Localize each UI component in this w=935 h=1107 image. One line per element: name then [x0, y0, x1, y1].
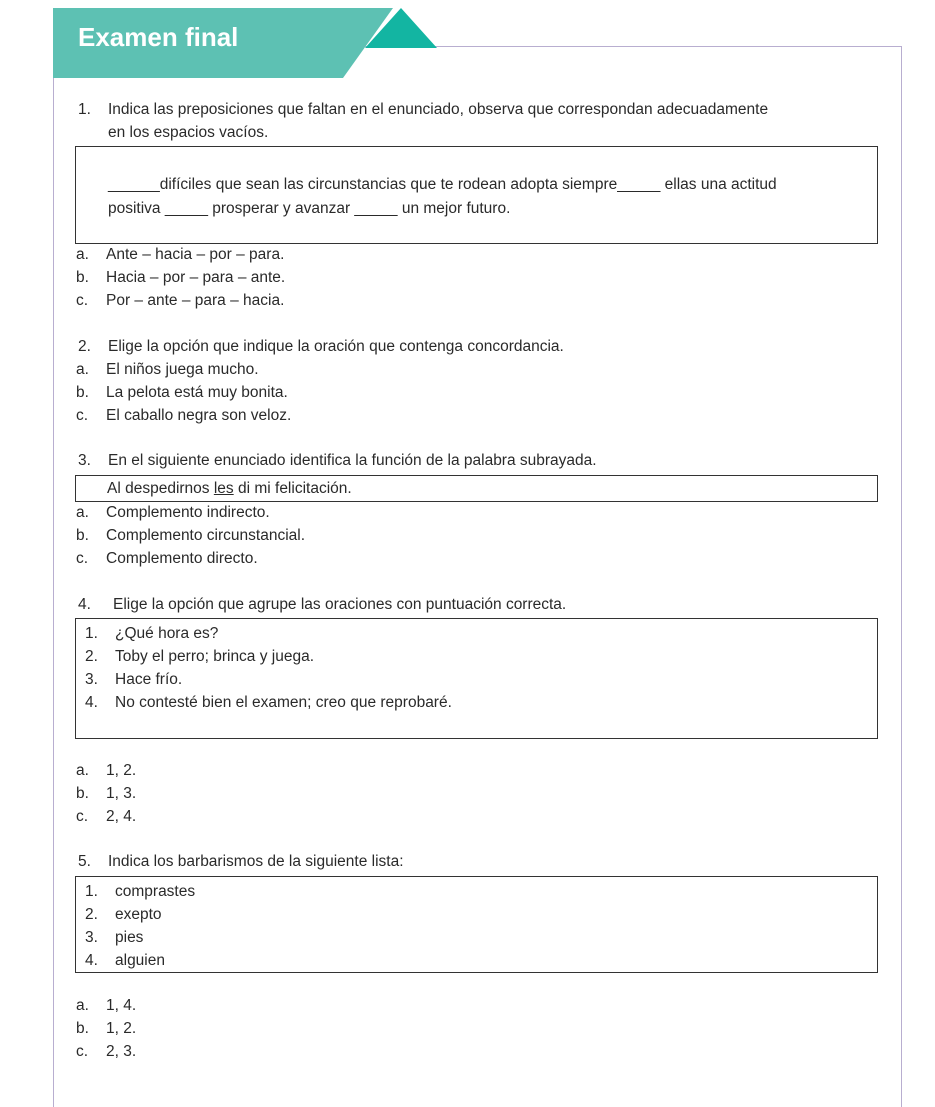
option-a[interactable] — [76, 504, 270, 522]
option-c[interactable] — [76, 808, 136, 826]
question-number: 2. — [78, 338, 91, 355]
option-text: Complemento directo. — [106, 550, 258, 567]
option-text: 1, 2. — [106, 762, 137, 779]
option-text: 1, 3. — [106, 785, 137, 802]
option-letter: c. — [76, 808, 89, 825]
item-number: 3. — [85, 929, 98, 946]
option-b[interactable] — [76, 1020, 136, 1038]
underlined-sentence — [107, 480, 352, 498]
option-letter: c. — [76, 407, 89, 424]
option-text: Complemento circunstancial. — [106, 527, 306, 544]
option-text: 2, 4. — [106, 808, 137, 825]
item-text: pies — [115, 929, 144, 946]
item-text: No contesté bien el examen; creo que reprobaré. — [115, 694, 452, 711]
option-text: 1, 2. — [106, 1020, 137, 1037]
option-letter: a. — [76, 361, 89, 378]
option-c[interactable] — [76, 1043, 136, 1061]
question-4 — [78, 596, 566, 614]
list-item — [85, 906, 162, 924]
question-3 — [78, 452, 597, 470]
question-number: 1. — [78, 101, 91, 118]
word-list-box — [75, 876, 878, 973]
item-number: 2. — [85, 648, 98, 665]
item-text: alguien — [115, 952, 165, 969]
option-letter: b. — [76, 384, 89, 401]
option-letter: b. — [76, 785, 89, 802]
option-letter: a. — [76, 762, 89, 779]
list-item — [85, 883, 195, 901]
option-text: Por – ante – para – hacia. — [106, 292, 285, 309]
item-number: 4. — [85, 694, 98, 711]
page-title: Examen final — [78, 22, 239, 52]
sentence-part: Al despedirnos — [107, 480, 214, 497]
option-text: Hacia – por – para – ante. — [106, 269, 286, 286]
list-item — [85, 671, 182, 689]
item-number: 3. — [85, 671, 98, 688]
option-b[interactable] — [76, 269, 285, 287]
list-item — [85, 929, 143, 947]
question-number: 5. — [78, 853, 91, 870]
option-letter: b. — [76, 1020, 89, 1037]
option-letter: c. — [76, 292, 89, 309]
option-letter: c. — [76, 1043, 89, 1060]
question-text: Indica los barbarismos de la siguiente lista: — [108, 853, 404, 870]
item-number: 1. — [85, 883, 98, 900]
option-text: Ante – hacia – por – para. — [106, 246, 285, 263]
question-5 — [78, 853, 404, 871]
option-text: 1, 4. — [106, 997, 137, 1014]
option-letter: a. — [76, 246, 89, 263]
option-c[interactable] — [76, 550, 258, 568]
list-item — [85, 625, 218, 643]
option-b[interactable] — [76, 384, 288, 402]
list-item — [85, 648, 314, 666]
question-number: 3. — [78, 452, 91, 469]
item-text: comprastes — [115, 883, 196, 900]
option-letter: b. — [76, 527, 89, 544]
question-text: Elige la opción que agrupe las oraciones con puntuación correcta. — [113, 596, 567, 613]
question-text: Elige la opción que indique la oración que contenga concordancia. — [108, 338, 564, 355]
option-text: La pelota está muy bonita. — [106, 384, 288, 401]
option-c[interactable] — [76, 292, 284, 310]
option-text: Complemento indirecto. — [106, 504, 270, 521]
option-a[interactable] — [76, 997, 136, 1015]
option-letter: a. — [76, 504, 89, 521]
sentence-box — [75, 146, 878, 244]
sentence-part: di mi felicitación. — [233, 480, 352, 497]
option-letter: c. — [76, 550, 89, 567]
item-number: 4. — [85, 952, 98, 969]
option-a[interactable] — [76, 246, 284, 264]
option-b[interactable] — [76, 527, 305, 545]
option-c[interactable] — [76, 407, 291, 425]
question-number: 4. — [78, 596, 91, 613]
option-letter: b. — [76, 269, 89, 286]
question-1 — [78, 101, 768, 119]
option-text: 2, 3. — [106, 1043, 137, 1060]
list-item — [85, 952, 165, 970]
option-text: El caballo negra son veloz. — [106, 407, 292, 424]
option-text: El niños juega mucho. — [106, 361, 259, 378]
item-text: exepto — [115, 906, 162, 923]
option-b[interactable] — [76, 785, 136, 803]
question-text-continued: en los espacios vacíos. — [108, 124, 269, 141]
question-2 — [78, 338, 564, 356]
underlined-word: les — [213, 480, 234, 497]
option-a[interactable] — [76, 762, 136, 780]
option-a[interactable] — [76, 361, 259, 379]
sentence-line-2: positiva _____ prosperar y avanzar _____ un mejor futuro. — [108, 200, 511, 217]
item-text: ¿Qué hora es? — [115, 625, 219, 642]
item-number: 2. — [85, 906, 98, 923]
list-item — [85, 694, 452, 712]
question-text: En el siguiente enunciado identifica la función de la palabra subrayada. — [108, 452, 597, 469]
item-number: 1. — [85, 625, 98, 642]
item-text: Hace frío. — [115, 671, 183, 688]
question-text: Indica las preposiciones que faltan en el enunciado, observa que correspondan adecuadamente — [108, 101, 769, 118]
option-letter: a. — [76, 997, 89, 1014]
sentence-line-1: ______difíciles que sean las circunstancias que te rodean adopta siempre_____ ellas una actitud — [108, 176, 777, 193]
item-text: Toby el perro; brinca y juega. — [115, 648, 315, 665]
